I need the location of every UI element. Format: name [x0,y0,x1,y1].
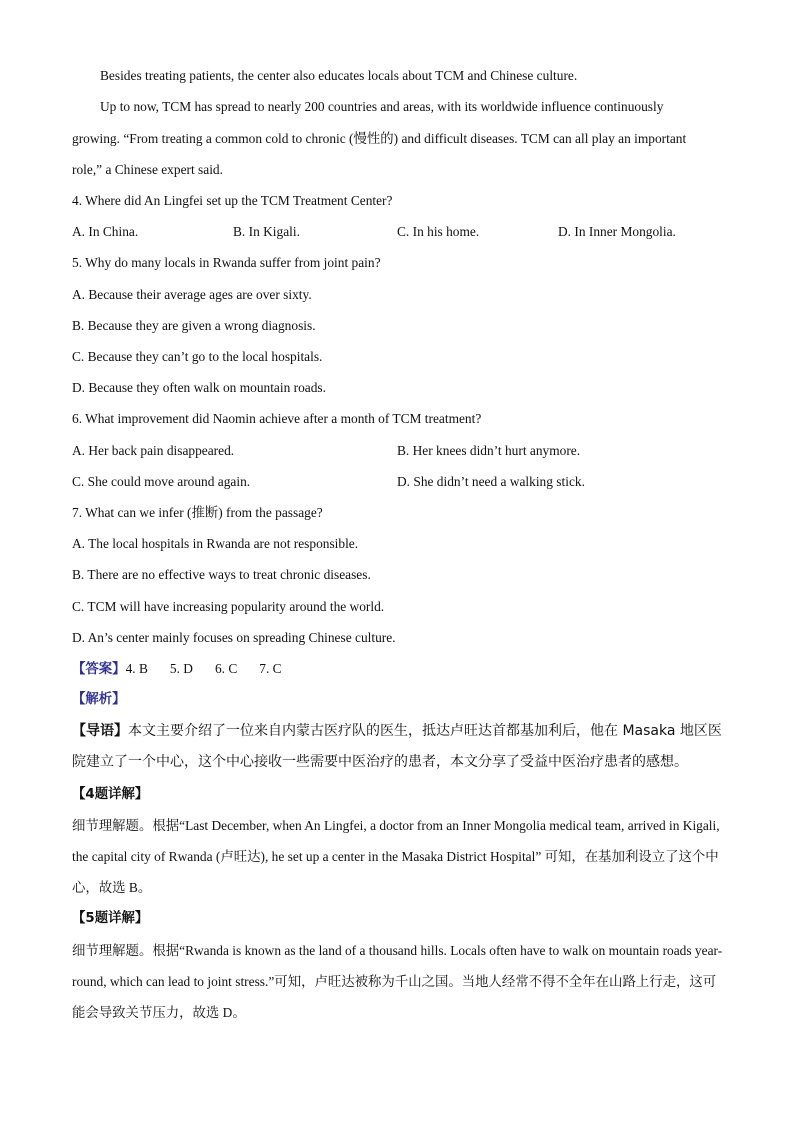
question-5-option-b: B. Because they are given a wrong diagnosis. [72,318,316,333]
question-6-option-c: C. She could move around again. [72,474,251,489]
question-6-option-a: A. Her back pain disappeared. [72,443,235,458]
question-4-stem: 4. Where did An Lingfei set up the TCM Treatment Center? [72,193,393,208]
q5-detail-text: 细节理解题。根据“Rwanda is known as the land of a thousand hills. Locals often have to walk on mountain roads year-round, which can lead to joint stress.”可知，卢旺达被称为千山之国。当地人经常不得不全年在山路上行走，这可能会导致关节压力，故选 D。 [72,943,723,1020]
answer-item: 4. B [125,661,148,676]
question-6-option-b: B. Her knees didn’t hurt anymore. [397,443,581,458]
question-5-option-a: A. Because their average ages are over sixty. [72,287,312,302]
question-4-option-a: A. In China. [72,224,139,239]
passage-paragraph-1: Besides treating patients, the center also educates locals about TCM and Chinese culture. [100,68,578,83]
passage-paragraph-2-line-2: growing. “From treating a common cold to chronic (慢性的) and difficult diseases. TCM can all play an important [72,131,687,146]
question-5-stem: 5. Why do many locals in Rwanda suffer from joint pain? [72,255,381,270]
question-4-option-c: C. In his home. [397,224,480,239]
question-5-option-d: D. Because they often walk on mountain roads. [72,380,326,395]
question-4-option-b: B. In Kigali. [233,224,300,239]
question-7-option-d: D. An’s center mainly focuses on spreading Chinese culture. [72,630,396,645]
question-7-stem: 7. What can we infer (推断) from the passage? [72,505,323,520]
passage-paragraph-2-line-3: role,” a Chinese expert said. [72,162,223,177]
answer-item: 5. D [169,661,193,676]
q5-detail-heading: 【5题详解】 [72,911,149,926]
q4-detail-text: 细节理解题。根据“Last December, when An Lingfei, a doctor from an Inner Mongolia medical team, arrived in Kigali, the capital city of Rwanda (卢旺达), he set up a center in the Masaka District Hospital” 可知，在基加利设立了这个中心，故选 B。 [72,818,720,895]
question-4-option-d: D. In Inner Mongolia. [558,224,676,239]
answer-item: 6. C [214,661,238,676]
question-7-option-a: A. The local hospitals in Rwanda are not responsible. [72,536,359,551]
answer-line [72,660,304,679]
analysis-intro [72,716,722,778]
passage-paragraph-2-line-1: Up to now, TCM has spread to nearly 200 countries and areas, with its worldwide influence continuously [100,99,664,114]
answer-label: 【答案】 [72,662,126,677]
analysis-heading: 【解析】 [72,692,126,707]
question-5-option-c: C. Because they can’t go to the local hospitals. [72,349,323,364]
question-7-option-b: B. There are no effective ways to treat chronic diseases. [72,567,371,582]
q4-detail-heading: 【4题详解】 [72,787,149,802]
intro-label: 【导语】 [72,723,128,739]
question-6-option-d: D. She didn’t need a walking stick. [397,474,585,489]
question-7-option-c: C. TCM will have increasing popularity around the world. [72,599,385,614]
answer-item: 7. C [259,661,282,676]
question-6-stem: 6. What improvement did Naomin achieve after a month of TCM treatment? [72,411,482,426]
intro-text: 本文主要介绍了一位来自内蒙古医疗队的医生，抵达卢旺达首都基加利后，他在 Masaka 地区医院建立了一个中心，这个中心接收一些需要中医治疗的患者，本文分享了受益中医治疗患者的感想。 [72,723,722,770]
